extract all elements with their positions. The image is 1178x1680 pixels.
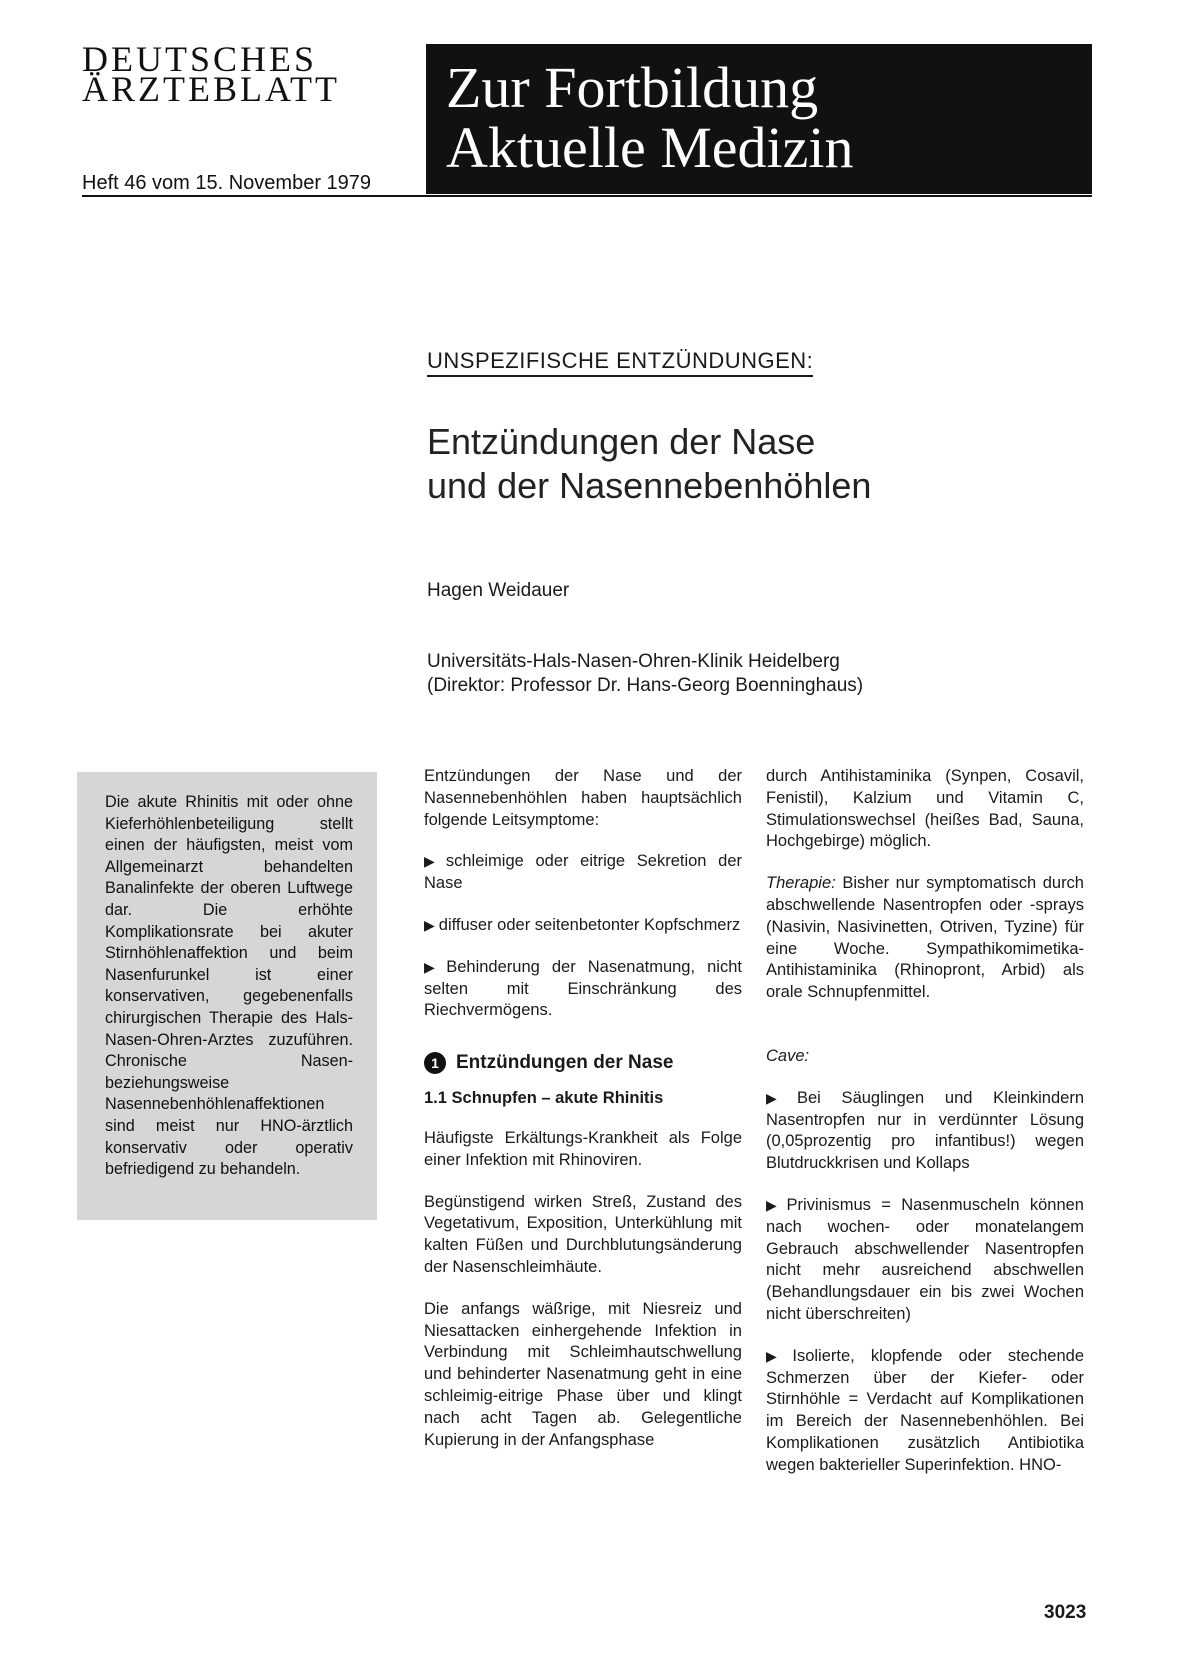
triangle-bullet-icon: ▶ [766, 1089, 793, 1106]
section-title: Entzündungen der Nase [456, 1052, 674, 1074]
affiliation-line-1: Universitäts-Hals-Nasen-Ohren-Klinik Heidelberg [427, 651, 840, 672]
bullet-text: Bei Säuglingen und Kleinkindern Nasentropfen nur in verdünnter Lösung (0,05prozentig pro infantibus!) wegen Blutdruckkrisen und Kollaps [766, 1088, 1084, 1173]
triangle-bullet-icon: ▶ [424, 958, 443, 975]
body-paragraph: durch Antihistaminika (Synpen, Cosavil, Fenistil), Kalzium und Vitamin C, Stimulationswechsel (heißes Bad, Sauna, Hochgebirge) möglich. [766, 767, 1084, 851]
body-paragraph: Häufigste Erkältungs-Krankheit als Folge einer Infektion mit Rhinoviren. [424, 1128, 742, 1169]
article-title [427, 420, 871, 508]
article-kicker [427, 348, 813, 374]
therapie-text: Bisher nur symptomatisch durch abschwellende Nasentropfen oder -sprays (Nasivin, Nasivinetten, Otriven, Tyzine) für eine Woche. Sympathikomimetika-Antihistaminika (Rhinopront, Arbid) als orale Schnupfenmittel. [766, 874, 1084, 1002]
bullet-text: diffuser oder seitenbetonter Kopfschmerz [438, 915, 741, 934]
cave-bullet [766, 1195, 1084, 1326]
body-paragraph: Begünstigend wirken Streß, Zustand des Vegetativum, Exposition, Unterkühlung mit kalten Füßen und Durchblutungsänderung der Nasenschleimhäute. [424, 1192, 742, 1276]
title-line-1: Entzündungen der Nase [427, 421, 816, 462]
header-rule [82, 195, 1092, 197]
subsection-heading: 1.1 Schnupfen – akute Rhinitis [424, 1089, 664, 1108]
cave-bullet [766, 1346, 1084, 1477]
body-paragraph: Die anfangs wäßrige, mit Niesreiz und Niesattacken einhergehende Infektion in Verbindung mit Schleimhautschwellung und behinderter Nasenatmung geht in eine schleimig-eitrige Phase über und klingt nach acht Tagen ab. Gelegentliche Kupierung in der Anfangsphase [424, 1299, 742, 1449]
section-number-icon: 1 [424, 1052, 446, 1074]
triangle-bullet-icon: ▶ [766, 1347, 789, 1364]
intro-paragraph: Entzündungen der Nase und der Nasennebenhöhlen haben hauptsächlich folgende Leitsymptome: [424, 767, 742, 829]
symptom-bullet [424, 851, 742, 895]
abstract-box [77, 772, 377, 1220]
therapie-paragraph [766, 873, 1084, 1004]
column-3 [766, 766, 1084, 1497]
bullet-text: Privinismus = Nasenmuscheln können nach wochen- oder monatelangem Gebrauch abschwellender Nasentropfen nicht mehr ausreichend abschwellen (Behandlungsdauer ein bis zwei Wochen nicht überschreiten) [766, 1195, 1084, 1323]
bullet-text: Behinderung der Nasenatmung, nicht selten mit Einschränkung des Riechvermögens. [424, 957, 742, 1020]
triangle-bullet-icon: ▶ [766, 1196, 783, 1213]
cave-label: Cave: [766, 1046, 810, 1065]
journal-masthead [82, 39, 402, 109]
issue-info: Heft 46 vom 15. November 1979 [82, 172, 372, 194]
symptom-bullet [424, 915, 742, 937]
bullet-text: schleimige oder eitrige Sekretion der Nase [424, 852, 742, 893]
triangle-bullet-icon: ▶ [424, 853, 442, 870]
affiliation-line-2: (Direktor: Professor Dr. Hans-Georg Boenninghaus) [427, 675, 864, 696]
abstract-text: Die akute Rhinitis mit oder ohne Kieferhöhlenbeteiligung stellt einen der häufigsten, meist vom Allgemeinarzt behandelten Banalinfekte der oberen Luftwege dar. Die erhöhte Komplikationsrate bei akuter Stirnhöhlenaffektion und beim Nasenfurunkel ist einer konservativen, gegebenenfalls chirurgischen Therapie des Hals-Nasen-Ohren-Arztes zuzuführen. Chronische Nasen- beziehungsweise Nasennebenhöhlenaffektionen sind meist nur HNO-ärztlich konservativ oder operativ befriedigend zu behandeln. [105, 793, 353, 1179]
section-heading [424, 1052, 742, 1074]
author-name: Hagen Weidauer [427, 580, 570, 601]
author-affiliation [427, 650, 863, 698]
section-banner [426, 44, 1092, 194]
banner-line-1: Zur Fortbildung [446, 55, 819, 120]
kicker-text: UNSPEZIFISCHE ENTZÜNDUNGEN: [427, 348, 813, 377]
symptom-bullet [424, 957, 742, 1022]
masthead-line-1: DEUTSCHES [82, 39, 318, 79]
therapie-label: Therapie: [766, 874, 836, 893]
title-line-2: und der Nasennebenhöhlen [427, 465, 872, 506]
page-number: 3023 [1044, 1602, 1087, 1623]
banner-line-2: Aktuelle Medizin [446, 115, 854, 180]
column-2 [424, 766, 742, 1471]
triangle-bullet-icon: ▶ [424, 916, 435, 933]
masthead-line-2: ÄRZTEBLATT [82, 69, 340, 109]
bullet-text: Isolierte, klopfende oder stechende Schmerzen über der Kiefer- oder Stirnhöhle = Verdacht auf Komplikationen im Bereich der Nasennebenhöhlen. Bei Komplikationen zusätzlich Antibiotika wegen bakterieller Superinfektion. HNO- [766, 1346, 1084, 1474]
cave-bullet [766, 1088, 1084, 1175]
